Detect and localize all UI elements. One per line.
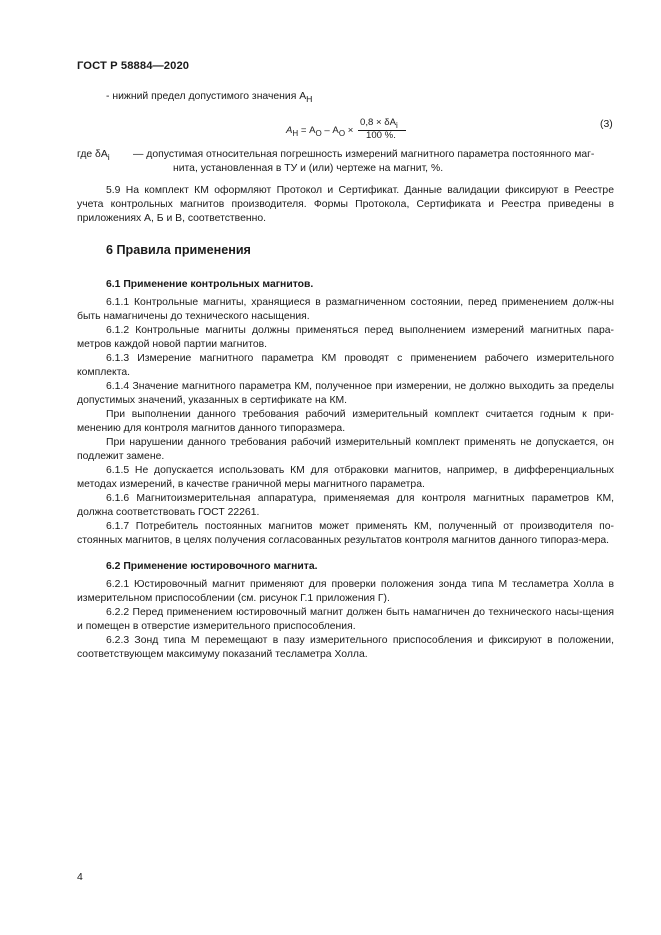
paragraph: 6.1.3 Измерение магнитного параметра КМ проводят с применением рабочего измерительного комплекта.	[77, 353, 614, 378]
document-header: ГОСТ Р 58884—2020	[77, 60, 190, 72]
paragraph: 6.2.1 Юстировочный магнит применяют для проверки положения зонда типа М тесламетра Холла в измерительном приспособлении (см. рисунок Г.1 приложения Г).	[77, 579, 614, 604]
where-line-1: — допустимая относительная погрешность измерений магнитного параметра постоянного маг-	[133, 149, 595, 160]
subsection-6-1-title: 6.1 Применение контрольных магнитов.	[106, 279, 314, 290]
where-line-2: нита, установленная в ТУ и (или) чертеже на магнит, %.	[173, 163, 444, 174]
formula-lhs: $A_Н = A_О - A_О$ ×	[286, 125, 354, 138]
where-label: где $\delta A_i$	[77, 149, 110, 163]
paragraph: При нарушении данного требования рабочий измерительный комплект применять не допускается, он подлежит замене.	[77, 437, 614, 462]
paragraph: 6.1.7 Потребитель постоянных магнитов может применять КМ, полученный от производителя по-стоянных магнитов, в целях получения согласованных результатов контроля магнитов данного типораз-мера.	[77, 521, 614, 546]
paragraph: 6.1.5 Не допускается использовать КМ для отбраковки магнитов, например, в дифференциальных методах измерений, в качестве граничной меры магнитного параметра.	[77, 465, 614, 490]
subsection-6-2-title: 6.2 Применение юстировочного магнита.	[106, 561, 318, 572]
formula-numerator: $0,8 \times \delta A_i$	[360, 117, 398, 130]
lower-limit-subscript: Н	[306, 94, 313, 105]
lower-limit-item	[106, 91, 312, 104]
paragraph: 6.1.6 Магнитоизмерительная аппаратура, применяемая для контроля магнитных параметров КМ, должна соответствовать ГОСТ 22261.	[77, 493, 614, 518]
paragraph: 6.1.4 Значение магнитного параметра КМ, полученное при измерении, не должно выходить за пределы допустимых значений, указанных в сертификате на КМ.	[77, 381, 614, 406]
section-6-title: 6 Правила применения	[106, 243, 251, 257]
paragraph: 6.1.1 Контрольные магниты, хранящиеся в размагниченном состоянии, перед применением долж-ны быть намагничены до технического насыщения.	[77, 297, 614, 322]
equation-number: (3)	[600, 119, 613, 130]
paragraph-5-9-block	[77, 184, 614, 226]
lower-limit-text: - нижний предел допустимого значения A	[106, 91, 307, 102]
paragraph: 6.2.3 Зонд типа М перемещают в пазу измерительного приспособления и фиксируют в положении, соответствующем максимуму показаний тесламетра Холла.	[77, 635, 614, 660]
where-description	[133, 148, 613, 176]
formula-denominator: 100 %.	[366, 130, 396, 141]
subsection-6-2-body	[77, 578, 614, 662]
formula-3	[280, 114, 480, 144]
paragraph: 6.1.2 Контрольные магниты должны применяться перед выполнением измерений магнитных пара-метров каждой новой партии магнитов.	[77, 325, 614, 350]
subsection-6-1-body	[77, 296, 614, 548]
paragraph: 6.2.2 Перед применением юстировочный магнит должен быть намагничен до технического насы-щения и помещен в отверстие измерительного приспособления.	[77, 607, 614, 632]
page-number: 4	[77, 872, 83, 883]
paragraph-5-9: 5.9 На комплект КМ оформляют Протокол и Сертификат. Данные валидации фиксируют в Реестре учета контрольных магнитов производителя. Формы Протокола, Сертификата и Реестра приведены в приложениях А, Б и В, соответственно.	[77, 185, 614, 224]
paragraph: При выполнении данного требования рабочий измерительный комплект считается годным к при-менению для контроля магнитов данного типоразмера.	[77, 409, 614, 434]
